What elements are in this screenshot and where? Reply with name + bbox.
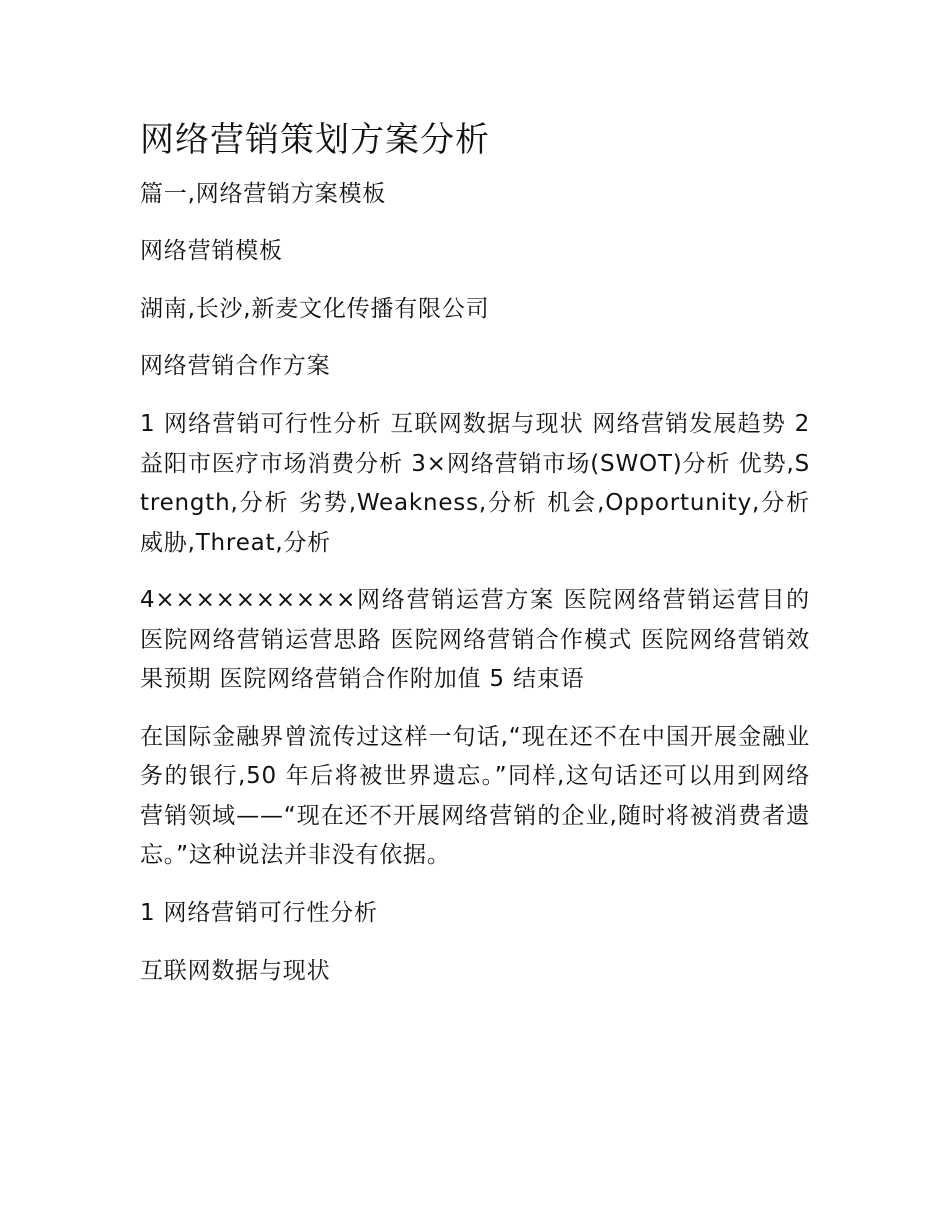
paragraph-outline-2: 4××××××××××网络营销运营方案 医院网络营销运营目的 医院网络营销运营思路 医院网络营销合作模式 医院网络营销效果预期 医院网络营销合作附加值 5 结束语 <box>140 587 810 693</box>
paragraph-company: 湖南,长沙,新麦文化传播有限公司 <box>140 295 490 322</box>
paragraph-intro: 在国际金融界曾流传过这样一句话,“现在还不在中国开展金融业务的银行,50 年后将被世界遗忘。”同样,这句话还可以用到网络营销领域——“现在还不开展网络营销的企业,随时将被消费者遗忘。”这种说法并非没有依据。 <box>140 723 810 869</box>
paragraph-heading-feasibility: 1 网络营销可行性分析 <box>140 900 378 926</box>
paragraph-outline-1: 1 网络营销可行性分析 互联网数据与现状 网络营销发展趋势 2 益阳市医疗市场消费分析 3×网络营销市场(SWOT)分析 优势,Strength,分析 劣势,Weakness,分析 机会,Opportunity,分析 威胁,Threat,分析 <box>140 410 810 556</box>
paragraph-section-heading: 篇一,网络营销方案模板 <box>140 180 387 207</box>
paragraph-template-name: 网络营销模板 <box>140 238 283 265</box>
paragraph-heading-internet-data: 互联网数据与现状 <box>140 957 331 984</box>
document-title: 网络营销策划方案分析 <box>140 120 490 160</box>
paragraph-plan-title: 网络营销合作方案 <box>140 353 331 380</box>
document-page <box>140 120 810 1009</box>
